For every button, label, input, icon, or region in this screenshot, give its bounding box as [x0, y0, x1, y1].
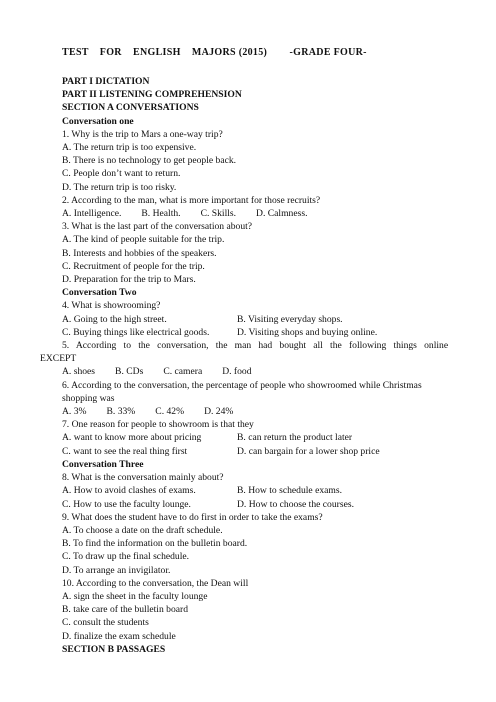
question: 10. According to the conversation, the Dean will — [62, 577, 249, 589]
option: A. Intelligence. — [62, 208, 122, 220]
question-continuation: EXCEPT — [40, 353, 77, 365]
option: B. There is no technology to get people back. — [62, 155, 237, 167]
question-continuation: shopping was — [62, 392, 115, 404]
option-row — [62, 207, 440, 220]
option: D. Visiting shops and buying online. — [237, 326, 378, 338]
option-row — [62, 498, 440, 511]
section-heading: SECTION A CONVERSATIONS — [62, 102, 199, 114]
option: D. Preparation for the trip to Mars. — [62, 274, 196, 286]
part-heading: PART I DICTATION — [62, 76, 150, 87]
option: A. shoes — [62, 366, 96, 378]
option: D. To arrange an invigilator. — [62, 564, 171, 576]
option: C. 42% — [155, 406, 185, 418]
option: B. Health. — [141, 208, 181, 220]
option: C. consult the students — [62, 617, 149, 629]
option: B. Visiting everyday shops. — [237, 313, 343, 325]
question: 9. What does the student have to do first in order to take the exams? — [62, 511, 323, 523]
option-row — [62, 431, 440, 444]
option: C. camera — [163, 366, 203, 378]
question: 7. One reason for people to showroom is that they — [62, 419, 254, 431]
option: B. 33% — [106, 406, 136, 418]
option: A. How to avoid clashes of exams. — [62, 485, 196, 497]
question: 5. According to the conversation, the man had bought all the following things online — [62, 340, 449, 352]
option: B. Interests and hobbies of the speakers. — [62, 247, 217, 259]
question: 1. Why is the trip to Mars a one-way trip? — [62, 128, 223, 140]
option: C. How to use the faculty lounge. — [62, 498, 191, 510]
option: A. sign the sheet in the faculty lounge — [62, 590, 208, 602]
option: C. People don’t want to return. — [62, 168, 181, 180]
question: 2. According to the man, what is more important for those recruits? — [62, 194, 321, 206]
option: A. 3% — [62, 406, 87, 418]
conversation-heading: Conversation Two — [62, 287, 137, 299]
option-row — [62, 445, 440, 458]
option: A. The kind of people suitable for the trip. — [62, 234, 225, 246]
conversation-heading: Conversation Three — [62, 458, 144, 470]
option: D. How to choose the courses. — [237, 498, 354, 510]
option: D. The return trip is too risky. — [62, 181, 177, 193]
option-row — [62, 313, 440, 326]
option: C. To draw up the final schedule. — [62, 551, 190, 563]
part-heading: PART II LISTENING COMPREHENSION — [62, 89, 242, 101]
option: A. To choose a date on the draft schedule. — [62, 524, 223, 536]
question: 6. According to the conversation, the percentage of people who showroomed while Christmas — [62, 379, 422, 391]
option: C. Recruitment of people for the trip. — [62, 260, 205, 272]
option: C. want to see the real thing first — [62, 445, 188, 457]
option: B. To find the information on the bulletin board. — [62, 538, 248, 550]
option: B. can return the product later — [237, 432, 353, 444]
option: C. Buying things like electrical goods. — [62, 326, 210, 338]
option: A. The return trip is too expensive. — [62, 142, 197, 154]
question: 4. What is showrooming? — [62, 300, 161, 312]
option-row — [62, 326, 440, 339]
page-title: TEST FOR ENGLISH MAJORS (2015) -GRADE FOUR- — [62, 47, 367, 58]
option-row — [62, 365, 440, 378]
question: 3. What is the last part of the conversation about? — [62, 221, 253, 233]
option: D. food — [222, 366, 252, 378]
option: A. Going to the high street. — [62, 313, 167, 325]
option-row — [62, 484, 440, 497]
conversation-heading: Conversation one — [62, 115, 134, 127]
document-body — [40, 75, 449, 656]
option: D. can bargain for a lower shop price — [237, 445, 380, 457]
option: D. Calmness. — [256, 208, 308, 220]
option: C. Skills. — [200, 208, 237, 220]
option: D. 24% — [204, 406, 234, 418]
option: A. want to know more about pricing — [62, 432, 202, 444]
option-row — [62, 405, 440, 418]
option: B. take care of the bulletin board — [62, 604, 189, 616]
section-heading: SECTION B PASSAGES — [62, 643, 166, 655]
question: 8. What is the conversation mainly about? — [62, 472, 224, 484]
option: B. CDs — [115, 366, 144, 378]
option: B. How to schedule exams. — [237, 485, 342, 497]
option: D. finalize the exam schedule — [62, 630, 176, 642]
